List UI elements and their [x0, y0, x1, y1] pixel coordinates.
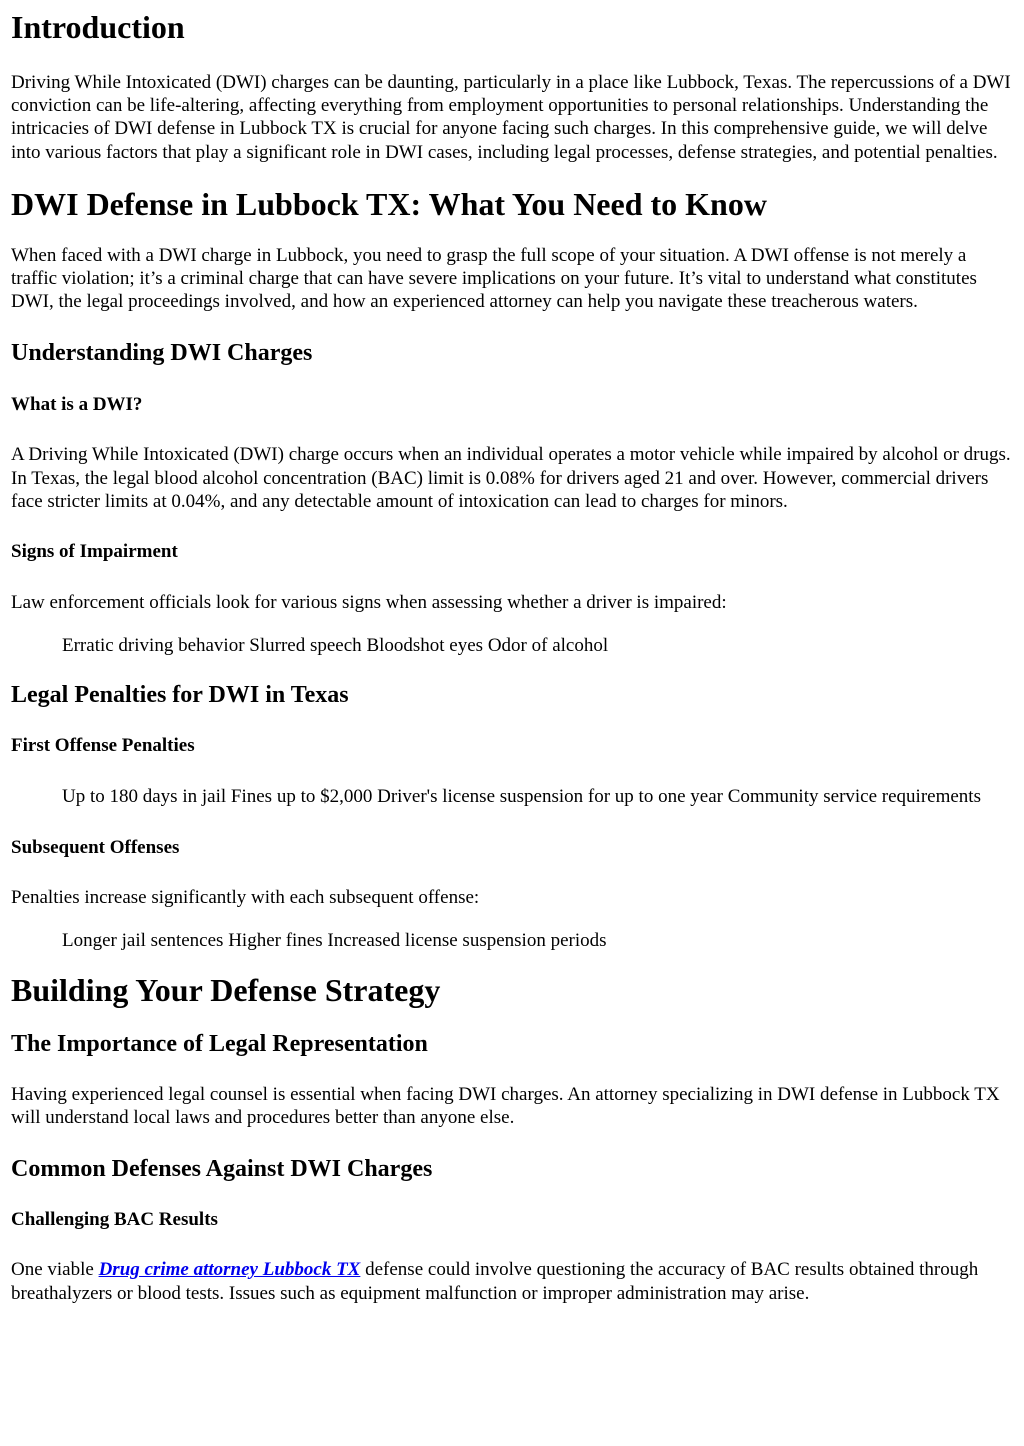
heading-what-is-dwi: What is a DWI? [11, 394, 143, 416]
list-item: Higher fines [228, 929, 323, 951]
list-item: Driver's license suspension for up to one year [377, 786, 723, 808]
paragraph-dwi-defense: When faced with a DWI charge in Lubbock, you need to grasp the full scope of your situation. A DWI offense is not merely a traffic violation; it’s a criminal charge that can have severe implications on your future. It’s vital to understand what constitutes DWI, the legal proceedings involved, and how an experienced attorney can help you navigate these treacherous waters. [11, 244, 977, 313]
list-item: Up to 180 days in jail [62, 786, 227, 808]
list-item: Longer jail sentences [62, 929, 224, 951]
paragraph-introduction: Driving While Intoxicated (DWI) charges can be daunting, particularly in a place like Lubbock, Texas. The repercussions of a DWI conviction can be life-altering, affecting everything from employment opportunities to personal relationships. Understanding the intricacies of DWI defense in Lubbock TX is crucial for anyone facing such charges. In this comprehensive guide, we will delve into various factors that play a significant role in DWI cases, including legal processes, defense strategies, and potential penalties. [11, 72, 1011, 163]
first-offense-list [11, 785, 1013, 808]
list-item: Fines up to $2,000 [230, 786, 373, 808]
heading-defense-strategy: Building Your Defense Strategy [11, 972, 441, 1009]
paragraph-what-is-dwi: A Driving While Intoxicated (DWI) charge occurs when an individual operates a motor vehicle while impaired by alcohol or drugs. In Texas, the legal blood alcohol concentration (BAC) limit is 0.08% for drivers aged 21 and over. However, commercial drivers face stricter limits at 0.04%, and any detectable amount of intoxication can lead to charges for minors. [11, 444, 1011, 512]
paragraph-subsequent-intro: Penalties increase significantly with each subsequent offense: [11, 886, 480, 908]
heading-signs-of-impairment: Signs of Impairment [11, 541, 178, 563]
heading-common-defenses: Common Defenses Against DWI Charges [11, 1156, 433, 1183]
heading-first-offense: First Offense Penalties [11, 735, 195, 757]
signs-list [11, 634, 1013, 657]
paragraph-text: defense could involve questioning the accuracy of BAC results obtained through breathalyzers or blood tests. Issues such as equipment malfunction or improper administration may arise. [11, 1259, 979, 1304]
heading-subsequent-offenses: Subsequent Offenses [11, 836, 180, 858]
paragraph-signs-intro: Law enforcement officials look for various signs when assessing whether a driver is impaired: [11, 592, 727, 614]
paragraph-legal-representation: Having experienced legal counsel is essential when facing DWI charges. An attorney specializing in DWI defense in Lubbock TX will understand local laws and procedures better than anyone else. [11, 1084, 1000, 1129]
heading-challenging-bac: Challenging BAC Results [11, 1209, 218, 1231]
heading-understanding-dwi: Understanding DWI Charges [11, 340, 313, 367]
list-item: Community service requirements [727, 786, 981, 808]
list-item: Bloodshot eyes [366, 635, 484, 657]
paragraph-text: One viable [11, 1259, 99, 1281]
drug-crime-attorney-link[interactable]: Drug crime attorney Lubbock TX [98, 1259, 361, 1281]
paragraph-challenging-bac [11, 1258, 1013, 1304]
heading-dwi-defense: DWI Defense in Lubbock TX: What You Need to Know [11, 185, 767, 222]
heading-legal-representation: The Importance of Legal Representation [11, 1031, 428, 1058]
list-item: Odor of alcohol [487, 635, 609, 657]
heading-legal-penalties: Legal Penalties for DWI in Texas [11, 682, 349, 709]
list-item: Slurred speech [249, 635, 362, 657]
list-item: Erratic driving behavior [62, 635, 245, 657]
list-item: Increased license suspension periods [327, 929, 607, 951]
subsequent-offenses-list [11, 929, 1013, 952]
heading-introduction: Introduction [11, 9, 185, 45]
